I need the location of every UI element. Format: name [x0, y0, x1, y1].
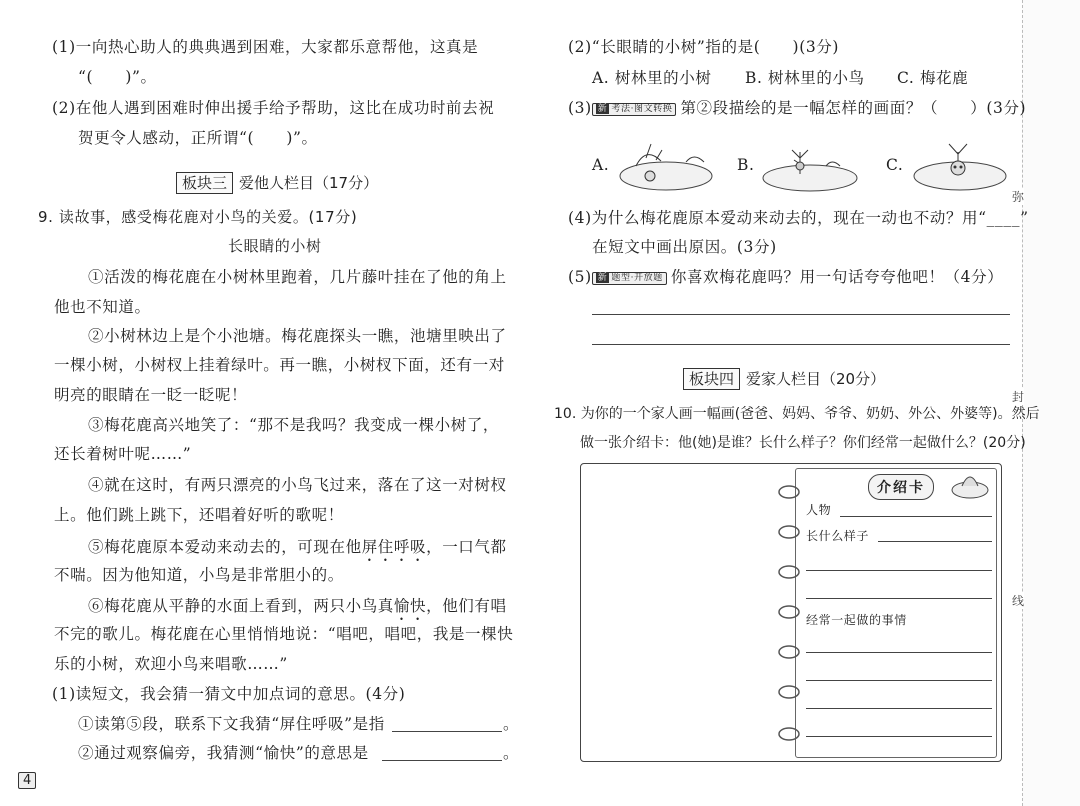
para2-line3: 明亮的眼睛在一眨一眨呢！ — [54, 386, 248, 404]
fold-label-feng: 封 — [1012, 390, 1025, 404]
section4-tag: 板块四 — [683, 368, 740, 390]
subq1-b: ②通过观察偏旁，我猜测“愉快”的意思是 — [78, 744, 369, 762]
card-line-person[interactable] — [840, 516, 992, 517]
card-line-4[interactable] — [806, 598, 992, 599]
answer-line-1[interactable] — [392, 731, 502, 732]
section3-tag: 板块三 — [176, 172, 233, 194]
section4-header — [683, 368, 885, 389]
card-line-6[interactable] — [806, 680, 992, 681]
q9-title: 9. 读故事，感受梅花鹿对小鸟的关爱。(17分) — [38, 208, 358, 226]
fold-label-xian: 线 — [1012, 594, 1025, 608]
para5-line2: 不喘。因为他知道，小鸟是非常胆小的。 — [54, 566, 344, 584]
dotted-word-yukuai: 愉快 — [393, 597, 427, 615]
para6-line3: 乐的小树，欢迎小鸟来唱歌……” — [54, 655, 288, 673]
binding-margin — [1022, 0, 1080, 806]
q10-line1: 10. 为你的一个家人画一幅画(爸爸、妈妈、爷爷、奶奶、外公、外婆等)。然后 — [554, 406, 1040, 422]
q1-line1: (1)一向热心助人的典典遇到困难，大家都乐意帮他，这真是 — [52, 38, 479, 56]
para1-line1: ①活泼的梅花鹿在小树林里跑着，几片藤叶挂在了他的角上 — [88, 268, 507, 286]
card-line-looks[interactable] — [878, 541, 992, 542]
subq5-num: (5) — [568, 268, 592, 286]
new-tag — [592, 103, 677, 116]
subq4-line1: (4)为什么梅花鹿原本爱动来动去的，现在一动也不动？用“____” — [568, 209, 1029, 227]
para5-line1 — [88, 538, 507, 565]
card-line-7[interactable] — [806, 708, 992, 709]
card-do-label: 经常一起做的事情 — [806, 613, 907, 627]
period-1: 。 — [503, 715, 520, 733]
section3-header — [176, 172, 378, 193]
new-tag-mark: 新 — [597, 104, 608, 114]
para4-line2: 上。他们跳上跳下，还唱着好听的歌呢！ — [54, 506, 344, 524]
section3-title: 爱他人栏目（17分） — [239, 174, 379, 192]
new-type-tag-label: 题型·开放题 — [611, 273, 663, 283]
card-line-3[interactable] — [806, 570, 992, 571]
img-label-b: B. — [737, 156, 755, 174]
q2-line1: (2)在他人遇到困难时伸出援手给予帮助，这比在成功时前去祝 — [52, 99, 495, 117]
picture-option-c — [910, 134, 1010, 194]
picture-option-b — [760, 136, 860, 196]
card-line-5[interactable] — [806, 652, 992, 653]
subq5 — [568, 270, 1003, 286]
para6-text-c: ，他们有唱 — [426, 597, 507, 615]
subq1-a: ①读第⑤段，联系下文我猜“屏住呼吸”是指 — [78, 715, 385, 733]
para5-text-c: ，一口气都 — [426, 538, 507, 556]
story-title: 长眼睛的小树 — [228, 237, 322, 255]
img-label-a: A. — [592, 156, 610, 174]
para2-line2: 一棵小树，小树杈上挂着绿叶。再一瞧，小树杈下面，还有一对 — [54, 356, 505, 374]
q10-line2: 做一张介绍卡：他(她)是谁？长什么样子？你们经常一起做什么？(20分) — [580, 435, 1026, 451]
para6-text-a: ⑥梅花鹿从平静的水面上看到，两只小鸟真 — [88, 597, 394, 615]
subq1: (1)读短文，我会猜一猜文中加点词的意思。(4分) — [52, 685, 406, 703]
subq3-text: 第②段描绘的是一幅怎样的画面？（ ）(3分) — [680, 99, 1027, 117]
new-tag-label: 考法·图文转换 — [611, 104, 673, 114]
q2-line2: 贺更令人感动，正所谓“( )”。 — [78, 129, 318, 147]
answer-line-4[interactable] — [592, 344, 1010, 345]
para5-text-a: ⑤梅花鹿原本爱动来动去的，可现在他 — [88, 538, 362, 556]
binder-rings — [774, 472, 804, 754]
card-title: 介绍卡 — [868, 474, 934, 500]
para3-line1: ③梅花鹿高兴地笑了：“那不是我吗？我变成一棵小树了， — [88, 416, 500, 434]
option-a: A. 树林里的小树 — [592, 69, 712, 87]
para6-line2: 不完的歌儿。梅花鹿在心里悄悄地说：“唱吧，唱吧，我是一棵快 — [54, 625, 514, 643]
decoration-icon — [948, 466, 994, 502]
section4-title: 爱家人栏目（20分） — [746, 370, 886, 388]
subq3-num: (3) — [568, 99, 592, 117]
para2-line1: ②小树林边上是个小池塘。梅花鹿探头一瞧，池塘里映出了 — [88, 327, 507, 345]
img-label-c: C. — [886, 156, 904, 174]
card-looks-label: 长什么样子 — [806, 529, 870, 543]
subq4-line2: 在短文中画出原因。(3分) — [592, 238, 777, 256]
para1-line2: 他也不知道。 — [54, 298, 151, 316]
dotted-word-pingzhuhuxi: 屏住呼吸 — [361, 538, 427, 556]
drawing-area[interactable] — [581, 464, 781, 759]
subq3 — [568, 101, 1026, 117]
option-c: C. 梅花鹿 — [897, 69, 969, 87]
page-number: 4 — [18, 772, 36, 789]
card-line-8[interactable] — [806, 736, 992, 737]
para6-line1 — [88, 597, 507, 624]
picture-option-a — [616, 136, 716, 196]
answer-line-2[interactable] — [382, 760, 502, 761]
answer-line-3[interactable] — [592, 314, 1010, 315]
para3-line2: 还长着树叶呢……” — [54, 445, 192, 463]
new-type-tag-mark: 新 — [597, 273, 608, 283]
card-person-label: 人物 — [806, 503, 832, 517]
new-type-tag — [592, 272, 667, 285]
option-b: B. 树林里的小鸟 — [745, 69, 865, 87]
period-2: 。 — [503, 744, 520, 762]
subq2: (2)“长眼睛的小树”指的是( )(3分) — [568, 38, 840, 56]
subq5-text: 你喜欢梅花鹿吗？用一句话夸夸他吧！（4分） — [670, 268, 1004, 286]
para4-line1: ④就在这时，有两只漂亮的小鸟飞过来，落在了这一对树杈 — [88, 476, 507, 494]
q1-line2: “( )”。 — [78, 68, 157, 86]
fold-label-mi: 弥 — [1012, 190, 1025, 204]
